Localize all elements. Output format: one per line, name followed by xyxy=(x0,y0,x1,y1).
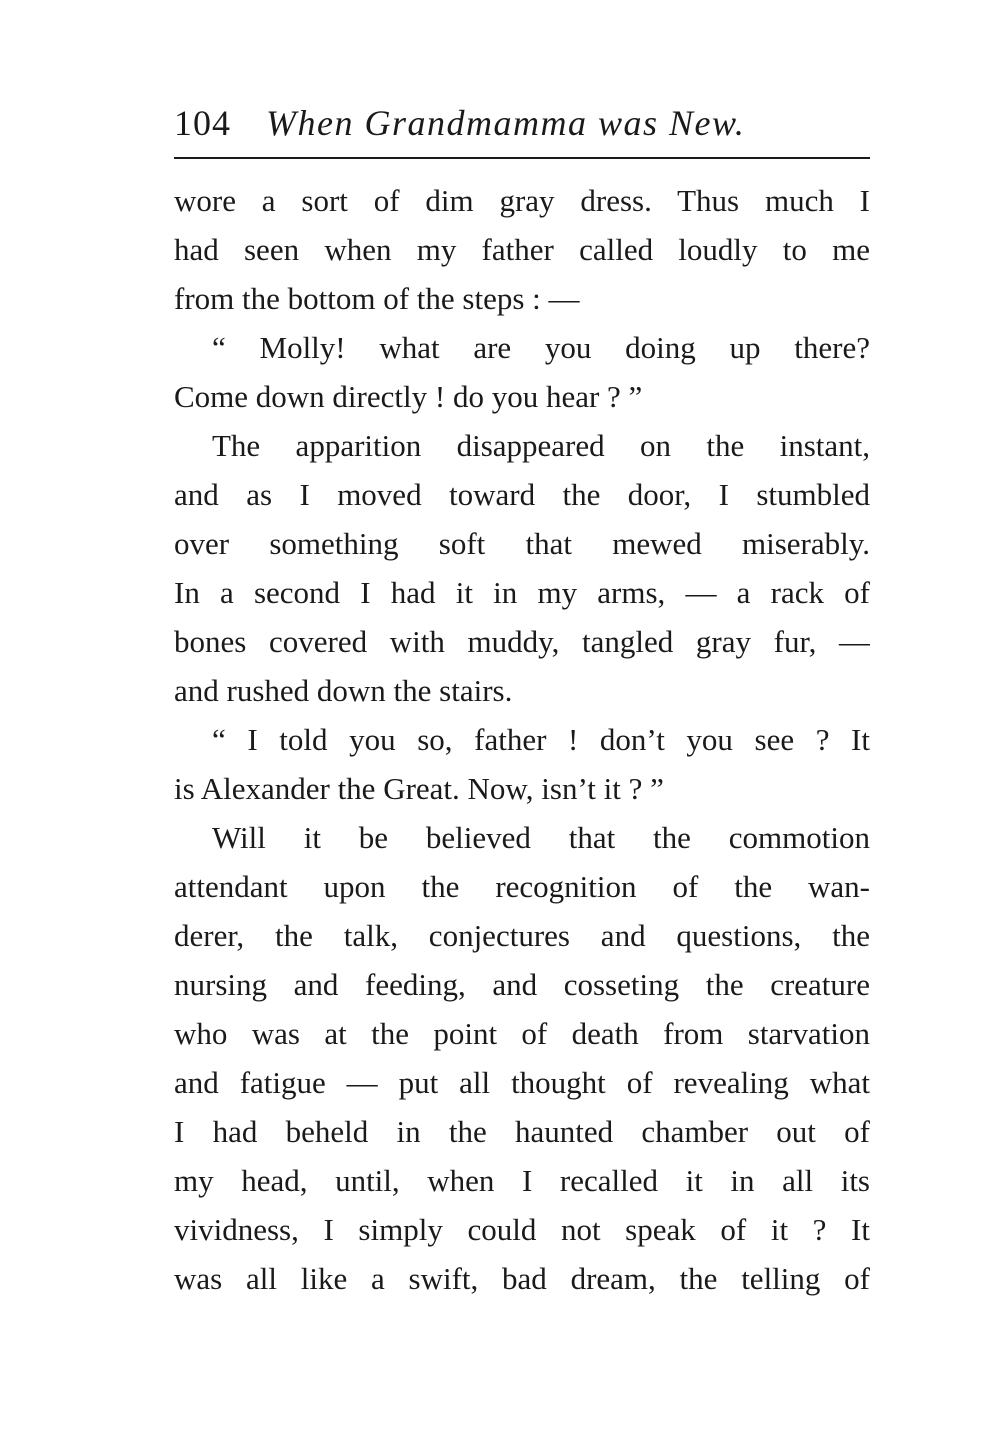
text-line: who was at the point of death from starvation xyxy=(174,1016,870,1051)
text-line: vividness, I simply could not speak of it ? It xyxy=(174,1212,870,1247)
text-line: “ Molly! what are you doing up there? xyxy=(212,330,870,365)
text-line: and as I moved toward the door, I stumbled xyxy=(174,477,870,512)
text-line: bones covered with muddy, tangled gray fur, — xyxy=(174,624,870,659)
text-line: and rushed down the stairs. xyxy=(174,673,513,708)
header-rule xyxy=(174,157,870,159)
page-number: 104 xyxy=(174,103,231,143)
body-text xyxy=(174,176,870,1303)
text-line: attendant upon the recognition of the wan- xyxy=(174,869,870,904)
text-line: had seen when my father called loudly to me xyxy=(174,232,870,267)
text-line: The apparition disappeared on the instant, xyxy=(212,428,870,463)
text-line: nursing and feeding, and cosseting the creature xyxy=(174,967,870,1002)
text-line: is Alexander the Great. Now, isn’t it ? ” xyxy=(174,771,664,806)
book-title: When Grandmamma was New. xyxy=(266,103,746,143)
text-line: was all like a swift, bad dream, the telling of xyxy=(174,1261,870,1296)
running-head xyxy=(174,98,870,148)
text-line: over something soft that mewed miserably. xyxy=(174,526,870,561)
text-line: from the bottom of the steps : — xyxy=(174,281,580,316)
text-line: In a second I had it in my arms, — a rack of xyxy=(174,575,870,610)
text-line: my head, until, when I recalled it in all its xyxy=(174,1163,870,1198)
text-line: I had beheld in the haunted chamber out of xyxy=(174,1114,870,1149)
text-line: and fatigue — put all thought of revealing what xyxy=(174,1065,870,1100)
text-line: derer, the talk, conjectures and questions, the xyxy=(174,918,870,953)
text-line: Come down directly ! do you hear ? ” xyxy=(174,379,643,414)
text-line: “ I told you so, father ! don’t you see ? It xyxy=(212,722,870,757)
text-line: Will it be believed that the commotion xyxy=(212,820,870,855)
text-line: wore a sort of dim gray dress. Thus much I xyxy=(174,183,870,218)
